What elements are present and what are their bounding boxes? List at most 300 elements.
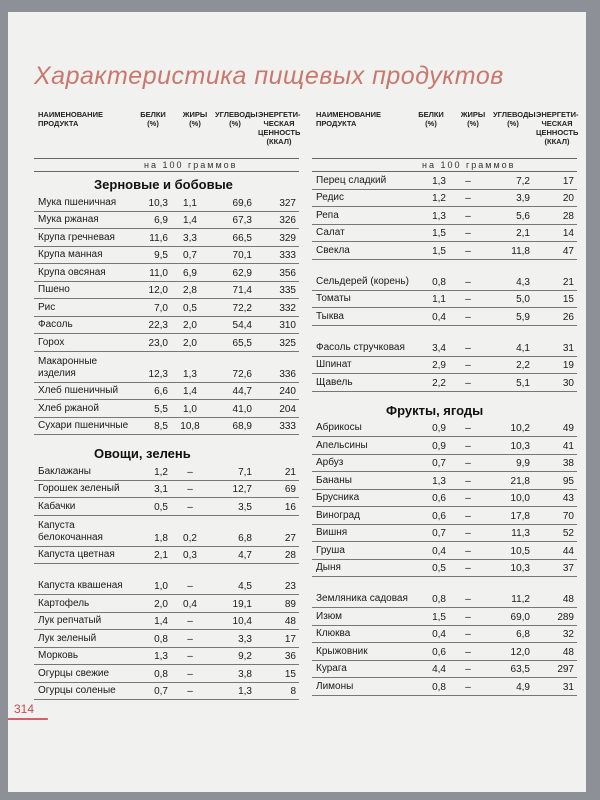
product-name: Горох — [38, 336, 65, 348]
carbs-value: 3,8 — [238, 668, 252, 680]
table-row — [312, 608, 577, 626]
fat-value: 0,2 — [183, 532, 197, 544]
table-row — [312, 560, 577, 578]
carbs-value: 65,5 — [232, 337, 252, 349]
header-energy: ЭНЕРГЕТИ-ЧЕСКАЯ ЦЕННОСТЬ (ККАЛ) — [536, 110, 579, 146]
product-name: Лимоны — [316, 680, 354, 692]
table-row — [312, 577, 577, 608]
table-row — [312, 308, 577, 326]
protein-value: 22,3 — [148, 320, 168, 331]
header-carbs: УГЛЕВОДЫ (%) — [493, 110, 536, 128]
energy-value: 14 — [562, 228, 574, 239]
product-name: Перец сладкий — [316, 174, 387, 186]
energy-value: 70 — [562, 510, 574, 522]
table-row — [312, 678, 577, 696]
energy-value: 21 — [284, 466, 296, 478]
energy-value: 289 — [557, 611, 574, 623]
product-name: Мука пшеничная — [38, 196, 117, 208]
protein-value: 0,4 — [432, 545, 446, 557]
energy-value: 325 — [279, 337, 296, 349]
table-row — [34, 212, 299, 230]
product-name: Виноград — [316, 509, 360, 521]
protein-value: 3,4 — [432, 342, 446, 354]
table-row — [34, 334, 299, 352]
table-row — [34, 400, 299, 418]
product-name: Репа — [316, 209, 339, 221]
product-name: Крыжовник — [316, 645, 368, 657]
energy-value: 333 — [279, 250, 296, 261]
carbs-value: 3,3 — [238, 633, 252, 645]
energy-value: 41 — [562, 440, 574, 452]
carbs-value: 19,1 — [232, 598, 252, 610]
product-name: Фасоль стручковая — [316, 341, 405, 353]
protein-value: 1,0 — [154, 581, 168, 592]
product-name: Сухари пшеничные — [38, 420, 129, 431]
protein-value: 12,0 — [148, 285, 168, 296]
carbs-value: 70,1 — [232, 250, 252, 261]
fat-value: – — [465, 563, 471, 574]
carbs-value: 3,5 — [238, 501, 252, 513]
product-name: Сельдерей (корень) — [316, 275, 409, 287]
protein-value: 6,6 — [154, 386, 168, 397]
fat-value: 10,8 — [180, 421, 200, 432]
section-title: Овощи, зелень — [94, 446, 191, 461]
protein-value: 7,0 — [154, 302, 168, 314]
table-row — [34, 282, 299, 300]
header-name: НАИМЕНОВАНИЕ ПРОДУКТА — [316, 110, 381, 128]
table-row — [312, 643, 577, 661]
header-energy: ЭНЕРГЕТИ-ЧЕСКАЯ ЦЕННОСТЬ (ККАЛ) — [258, 110, 301, 146]
table-row — [34, 317, 299, 335]
carbs-value: 10,3 — [510, 440, 530, 452]
energy-value: 297 — [557, 664, 574, 675]
fat-value: – — [187, 484, 193, 495]
table-row — [312, 207, 577, 225]
energy-value: 36 — [284, 651, 296, 662]
product-name: Шпинат — [316, 359, 352, 370]
carbs-value: 63,5 — [510, 664, 530, 675]
product-name: Лук репчатый — [38, 615, 102, 626]
protein-value: 1,3 — [432, 475, 446, 487]
carbs-value: 9,2 — [238, 651, 252, 662]
product-name: Рис — [38, 301, 56, 313]
table-row — [34, 648, 299, 666]
fat-value: – — [187, 581, 193, 592]
fat-value: 1,1 — [183, 197, 197, 209]
energy-value: 95 — [562, 475, 574, 487]
energy-value: 47 — [562, 245, 574, 257]
carbs-value: 4,1 — [516, 342, 530, 354]
protein-value: 1,3 — [154, 651, 168, 662]
section-title: Зерновые и бобовые — [94, 177, 233, 192]
table-row — [312, 661, 577, 679]
product-name: Горошек зеленый — [38, 483, 120, 494]
table-row — [312, 172, 577, 190]
product-name: Баклажаны — [38, 465, 91, 477]
energy-value: 28 — [284, 550, 296, 561]
carbs-value: 5,9 — [516, 311, 530, 323]
protein-value: 0,5 — [154, 501, 168, 513]
product-name: Дыня — [316, 562, 341, 573]
fat-value: – — [465, 210, 471, 222]
table-row — [312, 472, 577, 490]
fat-value: 0,3 — [183, 550, 197, 561]
carbs-value: 17,8 — [510, 510, 530, 522]
fat-value: – — [465, 510, 471, 522]
protein-value: 0,6 — [432, 646, 446, 658]
fat-value: – — [465, 475, 471, 487]
fat-value: – — [465, 276, 471, 288]
protein-value: 1,3 — [432, 175, 446, 187]
header-protein: БЕЛКИ (%) — [140, 110, 166, 128]
product-name: Лук зеленый — [38, 632, 97, 644]
product-name: Томаты — [316, 293, 351, 304]
fat-value: – — [465, 311, 471, 323]
protein-value: 0,6 — [432, 510, 446, 522]
energy-value: 89 — [284, 598, 296, 610]
carbs-value: 44,7 — [232, 386, 252, 397]
energy-value: 204 — [279, 403, 296, 415]
energy-value: 43 — [562, 493, 574, 504]
fat-value: 0,5 — [183, 302, 197, 314]
fat-value: – — [465, 545, 471, 557]
fat-value: – — [187, 466, 193, 478]
product-name: Апельсины — [316, 439, 368, 451]
fat-value: – — [465, 294, 471, 305]
product-name: Салат — [316, 227, 345, 238]
energy-value: 15 — [284, 668, 296, 680]
protein-value: 1,5 — [432, 611, 446, 623]
energy-value: 329 — [279, 232, 296, 244]
table-row — [34, 516, 299, 547]
carbs-value: 71,4 — [232, 285, 252, 296]
energy-value: 49 — [562, 423, 574, 434]
fat-value: – — [465, 493, 471, 504]
energy-value: 26 — [562, 311, 574, 323]
fat-value: – — [465, 245, 471, 257]
energy-value: 17 — [562, 175, 574, 187]
protein-value: 1,2 — [432, 193, 446, 204]
product-name: Абрикосы — [316, 422, 362, 433]
table-row — [312, 260, 577, 291]
product-name: Хлеб пшеничный — [38, 385, 119, 396]
carbs-value: 67,3 — [232, 215, 252, 226]
carbs-value: 68,9 — [232, 421, 252, 432]
table-row — [34, 498, 299, 516]
table-row — [312, 626, 577, 644]
fat-value: – — [465, 360, 471, 371]
carbs-value: 9,9 — [516, 458, 530, 469]
table-row — [312, 420, 577, 438]
product-name: Фасоль — [38, 319, 73, 330]
product-name: Капуста квашеная — [38, 580, 123, 591]
carbs-value: 69,6 — [232, 197, 252, 209]
energy-value: 16 — [284, 501, 296, 513]
product-name: Изюм — [316, 610, 343, 622]
protein-value: 4,4 — [432, 664, 446, 675]
product-name: Вишня — [316, 527, 348, 538]
right-table-body — [312, 172, 577, 696]
protein-value: 1,5 — [432, 228, 446, 239]
energy-value: 28 — [562, 210, 574, 222]
energy-value: 333 — [279, 421, 296, 432]
product-name: Мука ржаная — [38, 214, 99, 225]
protein-value: 0,8 — [432, 276, 446, 288]
fat-value: – — [465, 193, 471, 204]
table-row — [34, 481, 299, 499]
carbs-value: 4,9 — [516, 681, 530, 693]
protein-value: 10,3 — [148, 197, 168, 209]
energy-value: 27 — [284, 532, 296, 544]
table-row — [312, 525, 577, 543]
fat-value: – — [465, 458, 471, 469]
product-name: Щавель — [316, 376, 353, 388]
energy-value: 21 — [562, 276, 574, 288]
energy-value: 48 — [562, 646, 574, 658]
carbs-value: 5,1 — [516, 377, 530, 389]
table-row — [34, 613, 299, 631]
protein-value: 5,5 — [154, 403, 168, 415]
energy-value: 335 — [279, 285, 296, 296]
table-row — [34, 194, 299, 212]
fat-value: – — [187, 651, 193, 662]
fat-value: – — [465, 664, 471, 675]
energy-value: 23 — [284, 581, 296, 592]
table-row — [34, 299, 299, 317]
carbs-value: 10,0 — [510, 493, 530, 504]
protein-value: 9,5 — [154, 250, 168, 261]
fat-value: 6,9 — [183, 267, 197, 279]
fat-value: 0,7 — [183, 250, 197, 261]
energy-value: 48 — [562, 594, 574, 605]
table-row — [34, 264, 299, 282]
carbs-value: 10,2 — [510, 423, 530, 434]
carbs-value: 2,2 — [516, 360, 530, 371]
product-name: Клюква — [316, 628, 351, 639]
carbs-value: 66,5 — [232, 232, 252, 244]
fat-value: 2,8 — [183, 285, 197, 296]
table-row — [34, 229, 299, 247]
per-100-label: на 100 граммов — [312, 158, 577, 172]
page-title: Характеристика пищевых продуктов — [34, 62, 504, 90]
fat-value: – — [465, 646, 471, 658]
protein-value: 1,1 — [432, 294, 446, 305]
table-row — [34, 665, 299, 683]
carbs-value: 12,7 — [232, 484, 252, 495]
fat-value: 2,0 — [183, 337, 197, 349]
product-name: Картофель — [38, 597, 90, 609]
energy-value: 52 — [562, 528, 574, 539]
carbs-value: 3,9 — [516, 193, 530, 204]
table-row — [312, 242, 577, 260]
product-name: Крупа овсяная — [38, 266, 106, 278]
carbs-value: 5,6 — [516, 210, 530, 222]
protein-value: 23,0 — [148, 337, 168, 349]
header-fat: ЖИРЫ (%) — [182, 110, 208, 128]
carbs-value: 10,3 — [510, 563, 530, 574]
table-row — [34, 547, 299, 565]
table-row — [34, 418, 299, 436]
header-name: НАИМЕНОВАНИЕ ПРОДУКТА — [38, 110, 103, 128]
protein-value: 1,8 — [154, 532, 168, 544]
fat-value: 3,3 — [183, 232, 197, 244]
product-name: Крупа манная — [38, 249, 103, 260]
fat-value: – — [465, 629, 471, 640]
energy-value: 327 — [279, 197, 296, 209]
fat-value: – — [187, 686, 193, 697]
product-name: Капуста белокочанная — [38, 519, 103, 543]
protein-value: 0,4 — [432, 311, 446, 323]
table-row — [312, 374, 577, 392]
protein-value: 2,2 — [432, 377, 446, 389]
fat-value: – — [465, 440, 471, 452]
carbs-value: 6,8 — [516, 629, 530, 640]
table-row — [34, 463, 299, 481]
fat-value: – — [187, 616, 193, 627]
carbs-value: 4,5 — [238, 581, 252, 592]
product-name: Арбуз — [316, 457, 344, 468]
product-name: Пшено — [38, 284, 70, 295]
fat-value: – — [187, 501, 193, 513]
carbs-value: 10,4 — [232, 616, 252, 627]
protein-value: 0,9 — [432, 440, 446, 452]
energy-value: 310 — [279, 320, 296, 331]
energy-value: 38 — [562, 458, 574, 469]
protein-value: 0,8 — [432, 681, 446, 693]
product-name: Огурцы свежие — [38, 667, 110, 679]
energy-value: 32 — [562, 629, 574, 640]
fat-value: – — [465, 423, 471, 434]
fat-value: 1,0 — [183, 403, 197, 415]
header-fat: ЖИРЫ (%) — [460, 110, 486, 128]
page-number: 314 — [14, 702, 35, 716]
energy-value: 19 — [562, 360, 574, 371]
product-name: Редис — [316, 192, 344, 203]
protein-value: 0,7 — [432, 528, 446, 539]
table-row — [34, 683, 299, 701]
table-row — [34, 595, 299, 613]
product-name: Тыква — [316, 310, 344, 322]
table-row — [312, 542, 577, 560]
protein-value: 2,0 — [154, 598, 168, 610]
carbs-value: 72,2 — [232, 302, 252, 314]
energy-value: 356 — [279, 267, 296, 279]
energy-value: 336 — [279, 368, 296, 380]
product-name: Макаронные изделия — [38, 355, 98, 379]
per-100-label: на 100 граммов — [34, 158, 299, 172]
carbs-value: 5,0 — [516, 294, 530, 305]
fat-value: – — [187, 633, 193, 645]
product-name: Брусника — [316, 492, 360, 503]
table-row — [34, 352, 299, 383]
protein-value: 0,8 — [432, 594, 446, 605]
right-column — [312, 110, 577, 696]
product-name: Морковь — [38, 650, 79, 661]
carbs-value: 11,2 — [511, 594, 530, 605]
product-name: Курага — [316, 663, 347, 674]
protein-value: 2,1 — [154, 550, 168, 561]
carbs-value: 2,1 — [516, 228, 530, 239]
table-row — [34, 630, 299, 648]
carbs-value: 6,8 — [238, 532, 252, 544]
carbs-value: 4,3 — [516, 276, 530, 288]
protein-value: 12,3 — [148, 368, 168, 380]
carbs-value: 41,0 — [232, 403, 252, 415]
table-row — [312, 225, 577, 243]
protein-value: 6,9 — [154, 215, 168, 226]
protein-value: 0,7 — [432, 458, 446, 469]
carbs-value: 12,0 — [510, 646, 530, 658]
fat-value: 1,4 — [183, 215, 197, 226]
protein-value: 11,0 — [149, 267, 168, 279]
product-name: Хлеб ржаной — [38, 402, 99, 414]
product-name: Бананы — [316, 474, 352, 486]
table-row — [34, 564, 299, 595]
fat-value: 2,0 — [183, 320, 197, 331]
carbs-value: 69,0 — [510, 611, 530, 623]
carbs-value: 21,8 — [510, 475, 530, 487]
carbs-value: 7,2 — [516, 175, 530, 187]
product-name: Капуста цветная — [38, 549, 115, 560]
protein-value: 0,8 — [154, 668, 168, 680]
carbs-value: 72,6 — [232, 368, 252, 380]
fat-value: 0,4 — [183, 598, 197, 610]
energy-value: 69 — [284, 484, 296, 495]
protein-value: 0,7 — [154, 686, 168, 697]
protein-value: 11,6 — [149, 232, 168, 244]
product-name: Свекла — [316, 244, 350, 256]
fat-value: – — [187, 668, 193, 680]
left-column — [34, 110, 299, 700]
fat-value: – — [465, 611, 471, 623]
protein-value: 3,1 — [154, 484, 168, 495]
table-row — [312, 507, 577, 525]
product-name: Огурцы соленые — [38, 685, 116, 696]
carbs-value: 7,1 — [238, 466, 252, 478]
protein-value: 0,5 — [432, 563, 446, 574]
header-carbs: УГЛЕВОДЫ (%) — [215, 110, 258, 128]
fat-value: – — [465, 528, 471, 539]
energy-value: 326 — [279, 215, 296, 226]
carbs-value: 4,7 — [238, 550, 252, 561]
energy-value: 17 — [284, 633, 296, 645]
product-name: Земляника садовая — [316, 593, 408, 604]
fat-value: – — [465, 377, 471, 389]
section-title: Фрукты, ягоды — [386, 402, 484, 418]
fat-value: – — [465, 594, 471, 605]
fat-value: – — [465, 228, 471, 239]
table-header — [34, 110, 299, 158]
table-row — [312, 326, 577, 357]
energy-value: 48 — [284, 616, 296, 627]
carbs-value: 54,4 — [232, 320, 252, 331]
energy-value: 31 — [562, 342, 574, 354]
energy-value: 37 — [562, 563, 574, 574]
carbs-value: 11,3 — [511, 528, 530, 539]
book-page — [8, 12, 586, 792]
energy-value: 20 — [562, 193, 574, 204]
energy-value: 8 — [290, 686, 296, 697]
table-header — [312, 110, 577, 158]
fat-value: – — [465, 342, 471, 354]
table-row — [312, 357, 577, 375]
table-row — [312, 437, 577, 455]
table-row — [34, 247, 299, 265]
left-table-body — [34, 172, 299, 700]
table-row — [312, 291, 577, 309]
protein-value: 0,4 — [432, 629, 446, 640]
page-number-swoosh — [8, 718, 48, 726]
